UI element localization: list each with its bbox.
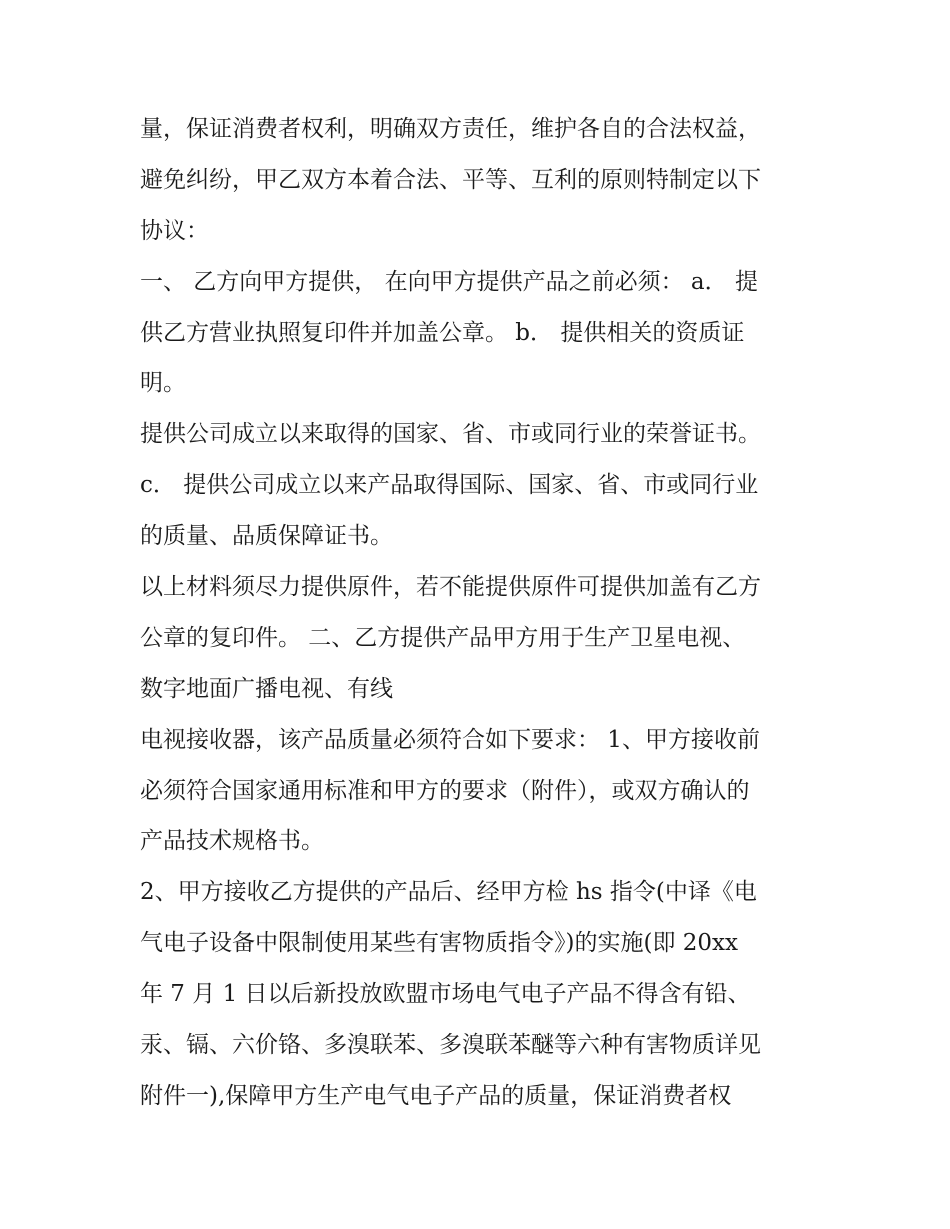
- text-line: 一、 乙方向甲方提供， 在向甲方提供产品之前必须： a． 提: [140, 268, 758, 295]
- text-line: 2、甲方接收乙方提供的产品后、经甲方检 hs 指令(中译《电: [140, 879, 757, 906]
- text-line: 数字地面广播电视、有线: [140, 675, 393, 702]
- text-line: 必须符合国家通用标准和甲方的要求（附件），或双方确认的: [140, 777, 750, 804]
- text-line: 供乙方营业执照复印件并加盖公章。 b． 提供相关的资质证: [140, 319, 745, 346]
- text-line: 年 7 月 1 日以后新投放欧盟市场电气电子产品不得含有铅、: [140, 981, 751, 1008]
- text-line: 附件一),保障甲方生产电气电子产品的质量，保证消费者权: [140, 1082, 732, 1109]
- text-line: 协议：: [140, 217, 209, 244]
- text-line: 电视接收器，该产品质量必须符合如下要求： 1、甲方接收前: [140, 726, 760, 753]
- text-line: 提供公司成立以来取得的国家、省、市或同行业的荣誉证书。: [140, 421, 761, 448]
- text-line: 汞、镉、六价铬、多溴联苯、多溴联苯醚等六种有害物质详见: [140, 1032, 761, 1059]
- text-line: 明。: [140, 370, 186, 397]
- text-line: 产品技术规格书。: [140, 828, 324, 855]
- document-body: [140, 104, 820, 1122]
- text-line: c． 提供公司成立以来产品取得国际、国家、省、市或同行业: [140, 472, 759, 499]
- text-line: 气电子设备中限制使用某些有害物质指令》)的实施(即 20xx: [140, 930, 738, 957]
- text-line: 的质量、品质保障证书。: [140, 523, 393, 550]
- text-line: 以上材料须尽力提供原件，若不能提供原件可提供加盖有乙方: [140, 574, 761, 601]
- text-line: 公章的复印件。 二、乙方提供产品甲方用于生产卫星电视、: [140, 624, 746, 651]
- text-line: 避免纠纷，甲乙双方本着合法、平等、互利的原则特制定以下: [140, 166, 761, 193]
- text-line: 量，保证消费者权利，明确双方责任，维护各自的合法权益，: [140, 116, 761, 142]
